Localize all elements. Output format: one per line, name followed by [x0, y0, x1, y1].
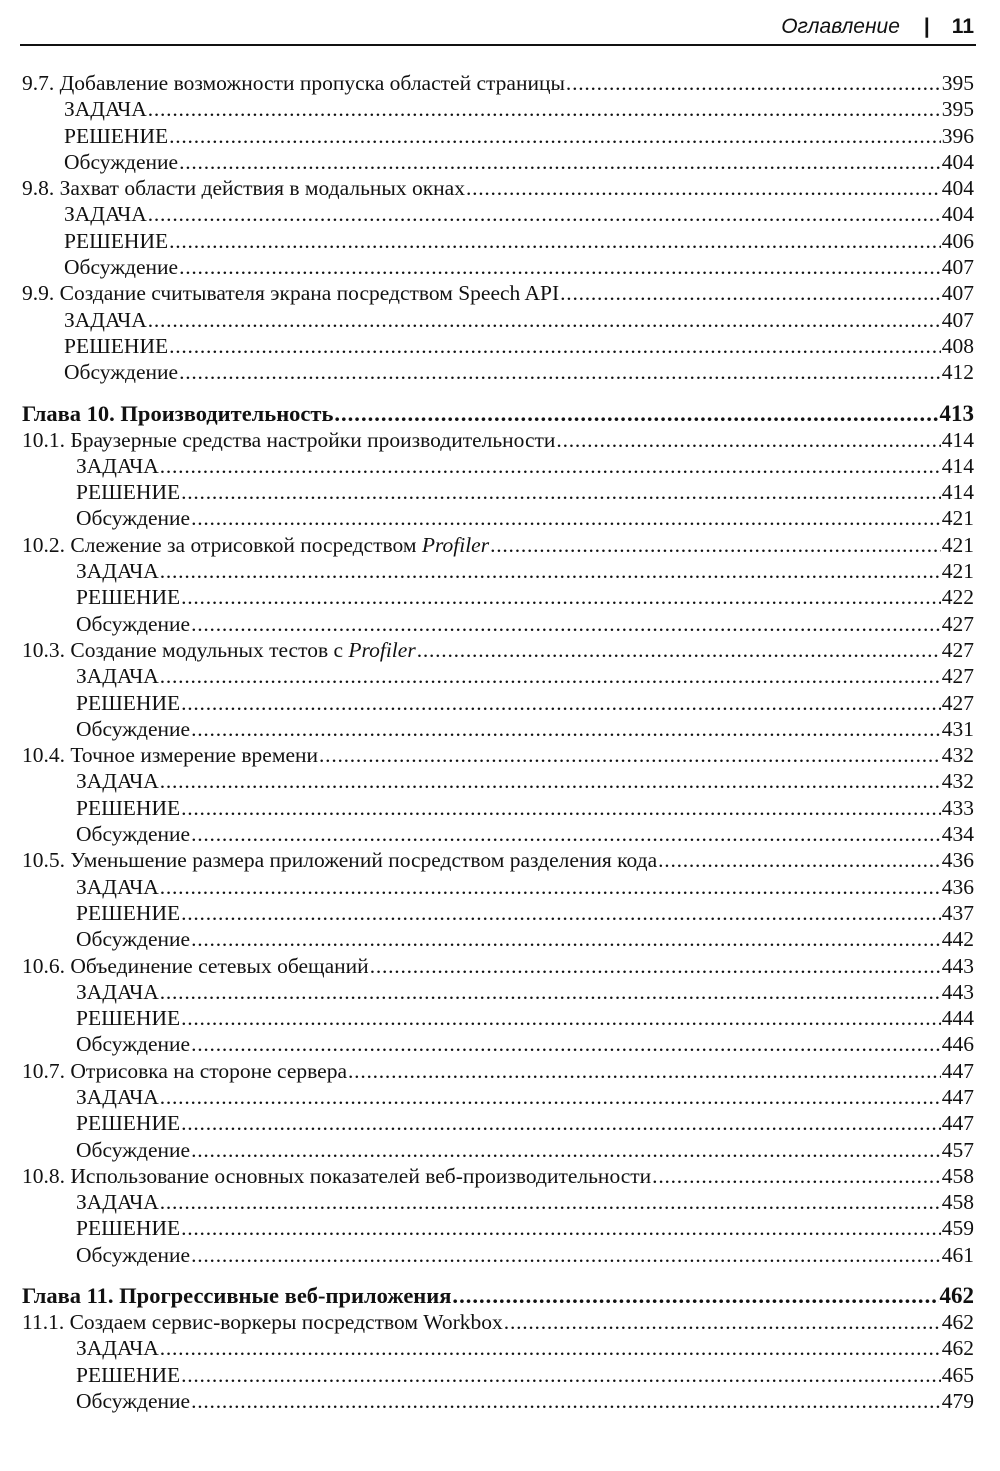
toc-subsection-entry[interactable]	[22, 359, 974, 385]
toc-subsection-entry[interactable]	[22, 900, 974, 926]
toc-entry-title-text: ЗАДАЧА	[76, 1336, 159, 1361]
toc-subsection-entry[interactable]	[22, 333, 974, 359]
toc-entry-page: 447	[941, 1058, 974, 1083]
dot-leader	[370, 953, 941, 979]
toc-entry-title-text: Обсуждение	[64, 360, 179, 385]
toc-entry-title-text: Обсуждение	[76, 716, 191, 741]
toc-entry-title-text: РЕШЕНИЕ	[76, 690, 181, 715]
toc-subsection-entry[interactable]	[22, 1362, 974, 1388]
toc-entry-title	[76, 795, 180, 821]
toc-entry-page: 437	[941, 900, 974, 925]
toc-section-entry[interactable]	[22, 1058, 974, 1084]
dot-leader	[181, 1110, 941, 1136]
dot-leader	[169, 123, 941, 149]
toc-entry-title-text: 10.3. Создание модульных тестов с	[22, 637, 349, 662]
toc-entry-title	[64, 359, 178, 385]
toc-entry-page: 404	[941, 202, 974, 227]
toc-subsection-entry[interactable]	[22, 874, 974, 900]
toc-entry-title	[22, 427, 555, 453]
dot-leader	[160, 1084, 941, 1110]
toc-entry-title-text: РЕШЕНИЕ	[76, 795, 181, 820]
toc-entry-title	[76, 874, 159, 900]
toc-entry-title-text: РЕШЕНИЕ	[76, 900, 181, 925]
toc-entry-page: 434	[941, 822, 974, 847]
toc-section-entry[interactable]	[22, 847, 974, 873]
toc-entry-page: 436	[941, 848, 974, 873]
toc-entry-page: 427	[941, 637, 974, 662]
dot-leader	[160, 1189, 941, 1215]
toc-subsection-entry[interactable]	[22, 558, 974, 584]
dot-leader	[466, 175, 941, 201]
dot-leader	[179, 254, 941, 280]
toc-entry-page: 459	[941, 1216, 974, 1241]
dot-leader	[191, 716, 941, 742]
dot-leader	[181, 584, 941, 610]
toc-entry-title-text: 10.1. Браузерные средства настройки производительности	[22, 427, 556, 452]
toc-entry-title	[22, 1058, 347, 1084]
dot-leader	[191, 1388, 941, 1414]
toc-entry-title	[76, 1137, 190, 1163]
toc-entry-title	[22, 1309, 503, 1335]
toc-entry-title-text: Обсуждение	[76, 822, 191, 847]
toc-section-entry[interactable]	[22, 1163, 974, 1189]
toc-entry-page: 433	[941, 795, 974, 820]
toc-entry-title-text: РЕШЕНИЕ	[64, 228, 169, 253]
toc-subsection-entry[interactable]	[22, 1335, 974, 1361]
toc-entry-title-text: 9.8. Захват области действия в модальных окнах	[22, 176, 465, 201]
toc-entry-page: 421	[941, 532, 974, 557]
dot-leader	[191, 926, 941, 952]
toc-entry-title-text: 11.1. Создаем сервис-воркеры посредством Workbox	[22, 1310, 503, 1335]
toc-entry-title-text: ЗАДАЧА	[76, 1084, 159, 1109]
dot-leader	[490, 532, 941, 558]
toc-entry-title-text: 10.2. Слежение за отрисовкой посредством	[22, 532, 422, 557]
toc-entry-title	[64, 149, 178, 175]
toc-entry-title-italic: Profiler	[421, 532, 490, 557]
toc-entry-title-text: Обсуждение	[76, 927, 191, 952]
dot-leader	[348, 1058, 941, 1084]
toc-section-entry[interactable]	[22, 70, 974, 96]
toc-entry-page: 427	[941, 664, 974, 689]
dot-leader	[169, 228, 941, 254]
toc-entry-page: 462	[941, 1310, 974, 1335]
toc-entry-title	[76, 926, 190, 952]
toc-entry-title-text: ЗАДАЧА	[64, 307, 147, 332]
toc-entry-title	[22, 175, 465, 201]
dot-leader	[160, 558, 941, 584]
toc-entry-title-text: РЕШЕНИЕ	[76, 1216, 181, 1241]
toc-entry-title	[22, 847, 657, 873]
toc-entry-page: 447	[941, 1084, 974, 1109]
toc-entry-page: 408	[941, 333, 974, 358]
toc-entry-title	[22, 742, 318, 768]
toc-entry-page: 431	[941, 716, 974, 741]
toc-entry-page: 436	[941, 874, 974, 899]
toc-entry-title-text: 9.7. Добавление возможности пропуска областей страницы	[22, 71, 565, 95]
toc-entry-page: 407	[941, 307, 974, 332]
dot-leader	[191, 611, 941, 637]
dot-leader	[181, 900, 941, 926]
dot-leader	[556, 427, 940, 453]
toc-entry-title-text: ЗАДАЧА	[76, 1190, 159, 1215]
toc-entry-page: 414	[941, 480, 974, 505]
toc-entry-title-text: Обсуждение	[76, 1242, 191, 1267]
toc-subsection-entry[interactable]	[22, 795, 974, 821]
toc-subsection-entry[interactable]	[22, 1242, 974, 1268]
toc-entry-title	[76, 505, 190, 531]
toc-entry-page: 414	[941, 453, 974, 478]
toc-entry-title	[64, 307, 147, 333]
toc-subsection-entry[interactable]	[22, 1215, 974, 1241]
toc-subsection-entry[interactable]	[22, 1189, 974, 1215]
toc-entry-title-text: 10.5. Уменьшение размера приложений посредством разделения кода	[22, 848, 658, 873]
toc-entry-title-text: Глава 11. Прогрессивные веб-приложения	[22, 1283, 452, 1309]
toc-entry-title-text: ЗАДАЧА	[76, 769, 159, 794]
toc-entry-page: 432	[941, 743, 974, 768]
dot-leader	[160, 979, 941, 1005]
dot-leader	[652, 1163, 941, 1189]
dot-leader	[169, 333, 941, 359]
toc-entry-page: 443	[941, 979, 974, 1004]
toc-entry-title	[76, 1005, 180, 1031]
toc-subsection-entry[interactable]	[22, 201, 974, 227]
toc-entry-title-text: ЗАДАЧА	[76, 559, 159, 584]
toc-entry-title-text: РЕШЕНИЕ	[64, 333, 169, 358]
toc-entry-title	[22, 1282, 451, 1309]
toc-entry-title-text: 10.7. Отрисовка на стороне сервера	[22, 1058, 348, 1083]
toc-subsection-entry[interactable]	[22, 1005, 974, 1031]
toc-entry-title-text: 10.6. Объединение сетевых обещаний	[22, 953, 369, 978]
toc-entry-title-text: Обсуждение	[64, 255, 179, 280]
toc-entry-page: 427	[941, 611, 974, 636]
toc-entry-page: 407	[941, 281, 974, 306]
toc-entry-title-text: РЕШЕНИЕ	[76, 480, 181, 505]
dot-leader	[160, 453, 941, 479]
toc-subsection-entry[interactable]	[22, 1388, 974, 1414]
toc-entry-title	[76, 453, 159, 479]
toc-entry-page: 421	[941, 506, 974, 531]
dot-leader	[160, 874, 941, 900]
toc-entry-title-text: Обсуждение	[76, 506, 191, 531]
toc-entry-page: 414	[941, 427, 974, 452]
toc-entry-page: 446	[941, 1032, 974, 1057]
toc-entry-title	[76, 1388, 190, 1414]
dot-leader	[181, 795, 941, 821]
toc-entry-page: 465	[941, 1362, 974, 1387]
toc-entry-page: 427	[941, 690, 974, 715]
toc-entry-page: 461	[941, 1242, 974, 1267]
toc-entry-title	[76, 663, 159, 689]
toc-section-entry[interactable]	[22, 953, 974, 979]
toc-chapter-entry[interactable]	[22, 1282, 974, 1309]
toc-entry-page: 395	[941, 97, 974, 122]
toc-section-entry[interactable]	[22, 742, 974, 768]
toc-subsection-entry[interactable]	[22, 768, 974, 794]
dot-leader	[181, 1362, 941, 1388]
toc-entry-title	[76, 1189, 159, 1215]
toc-section-entry[interactable]	[22, 175, 974, 201]
toc-entry-title-text: РЕШЕНИЕ	[76, 1111, 181, 1136]
dot-leader	[160, 768, 941, 794]
toc-subsection-entry[interactable]	[22, 1110, 974, 1136]
toc-entry-page: 404	[941, 149, 974, 174]
toc-entry-title	[22, 953, 369, 979]
header-separator: |	[923, 15, 930, 38]
toc-subsection-entry[interactable]	[22, 254, 974, 280]
toc-subsection-entry[interactable]	[22, 479, 974, 505]
toc-entry-page: 422	[941, 585, 974, 610]
toc-entry-page: 444	[941, 1006, 974, 1031]
dot-leader	[160, 1335, 941, 1361]
dot-leader	[148, 307, 941, 333]
dot-leader	[452, 1282, 938, 1309]
toc-entry-title	[76, 979, 159, 1005]
toc-entry-title-text: 10.8. Использование основных показателей веб-производительности	[22, 1163, 652, 1188]
toc-entry-title	[22, 280, 559, 306]
toc-entry-title-text: РЕШЕНИЕ	[64, 123, 169, 148]
header-page-number: 11	[951, 15, 974, 38]
toc-entry-title	[76, 1335, 159, 1361]
toc-entry-title-text: ЗАДАЧА	[76, 664, 159, 689]
header-title: Оглавление	[781, 15, 900, 38]
toc-entry-page: 421	[941, 559, 974, 584]
toc-entry-title	[76, 1362, 180, 1388]
toc-subsection-entry[interactable]	[22, 307, 974, 333]
toc-section-entry[interactable]	[22, 637, 974, 663]
toc-entry-page: 458	[941, 1190, 974, 1215]
toc-entry-title-text: ЗАДАЧА	[76, 453, 159, 478]
toc-entry-title-text: ЗАДАЧА	[64, 97, 147, 122]
toc-entry-title	[76, 900, 180, 926]
toc-entry-page: 462	[939, 1283, 974, 1309]
running-header	[20, 10, 976, 46]
toc-subsection-entry[interactable]	[22, 1137, 974, 1163]
toc-entry-title-text: РЕШЕНИЕ	[76, 585, 181, 610]
toc-subsection-entry[interactable]	[22, 453, 974, 479]
dot-leader	[191, 1137, 941, 1163]
toc-entry-title	[76, 716, 190, 742]
toc-entry-page: 443	[941, 953, 974, 978]
toc-entry-page: 396	[941, 123, 974, 148]
toc-subsection-entry[interactable]	[22, 1084, 974, 1110]
toc-entry-title	[64, 228, 168, 254]
toc-entry-title	[76, 611, 190, 637]
toc-entry-title	[64, 123, 168, 149]
toc-entry-title-italic: Profiler	[348, 637, 416, 662]
dot-leader	[181, 1005, 941, 1031]
dot-leader	[148, 96, 941, 122]
toc-entry-title-text: ЗАДАЧА	[76, 979, 159, 1004]
toc-entry-page: 432	[941, 769, 974, 794]
toc-entry-title	[76, 584, 180, 610]
dot-leader	[179, 359, 941, 385]
toc-entry-title	[22, 1163, 651, 1189]
toc-subsection-entry[interactable]	[22, 505, 974, 531]
toc-subsection-entry[interactable]	[22, 228, 974, 254]
toc-subsection-entry[interactable]	[22, 926, 974, 952]
toc-subsection-entry[interactable]	[22, 123, 974, 149]
toc-section-entry[interactable]	[22, 1309, 974, 1335]
toc-entry-title-text: Обсуждение	[76, 1137, 191, 1162]
toc-subsection-entry[interactable]	[22, 584, 974, 610]
toc-subsection-entry[interactable]	[22, 663, 974, 689]
toc-entry-title	[76, 821, 190, 847]
dot-leader	[191, 505, 941, 531]
toc-subsection-entry[interactable]	[22, 149, 974, 175]
toc-entry-title	[22, 70, 565, 96]
toc-entry-title	[22, 532, 489, 558]
toc-entry-title	[64, 254, 178, 280]
dot-leader	[319, 742, 941, 768]
toc-entry-title	[76, 1031, 190, 1057]
toc-entry-title-text: 9.9. Создание считывателя экрана посредством Speech API	[22, 281, 560, 306]
toc-entry-page: 413	[939, 400, 974, 426]
dot-leader	[191, 1031, 941, 1057]
toc-entry-page: 457	[941, 1137, 974, 1162]
toc-section-entry[interactable]	[22, 532, 974, 558]
toc-subsection-entry[interactable]	[22, 821, 974, 847]
toc-entry-page: 407	[941, 255, 974, 280]
dot-leader	[334, 400, 938, 427]
toc-entry-page: 458	[941, 1163, 974, 1188]
toc-entry-page: 395	[941, 71, 974, 95]
toc-subsection-entry[interactable]	[22, 96, 974, 122]
toc-entry-title-text: Обсуждение	[64, 149, 179, 174]
toc-entry-title	[76, 479, 180, 505]
dot-leader	[560, 280, 941, 306]
toc-entry-title	[22, 400, 333, 427]
dot-leader	[191, 1242, 941, 1268]
toc-entry-title	[76, 768, 159, 794]
dot-leader	[179, 149, 941, 175]
dot-leader	[417, 637, 941, 663]
toc-entry-page: 406	[941, 228, 974, 253]
dot-leader	[160, 663, 941, 689]
toc-entry-title	[64, 333, 168, 359]
toc-entry-title-text: Глава 10. Производительность	[22, 400, 334, 426]
toc-subsection-entry[interactable]	[22, 690, 974, 716]
toc-entry-title-text: Обсуждение	[76, 611, 191, 636]
toc-chapter-entry[interactable]	[22, 400, 974, 427]
toc-entry-title	[76, 1242, 190, 1268]
toc-entry-page: 462	[941, 1336, 974, 1361]
toc-entry-title	[76, 690, 180, 716]
toc-entry-page: 479	[941, 1388, 974, 1413]
toc-subsection-entry[interactable]	[22, 611, 974, 637]
toc-entry-title-text: ЗАДАЧА	[64, 202, 147, 227]
toc-entry-title-text: РЕШЕНИЕ	[76, 1362, 181, 1387]
toc-subsection-entry[interactable]	[22, 979, 974, 1005]
toc-section-entry[interactable]	[22, 280, 974, 306]
table-of-contents	[22, 70, 974, 1414]
toc-subsection-entry[interactable]	[22, 1031, 974, 1057]
dot-leader	[191, 821, 941, 847]
toc-entry-page: 404	[941, 176, 974, 201]
dot-leader	[181, 479, 941, 505]
toc-entry-title-text: Обсуждение	[76, 1032, 191, 1057]
dot-leader	[566, 70, 941, 96]
toc-entry-title-text: 10.4. Точное измерение времени	[22, 743, 319, 768]
toc-entry-page: 447	[941, 1111, 974, 1136]
dot-leader	[148, 201, 941, 227]
toc-entry-title	[76, 558, 159, 584]
toc-entry-title-text: Обсуждение	[76, 1388, 191, 1413]
toc-entry-title	[76, 1215, 180, 1241]
dot-leader	[504, 1309, 941, 1335]
toc-entry-title	[64, 96, 147, 122]
toc-entry-page: 412	[941, 360, 974, 385]
toc-section-entry[interactable]	[22, 427, 974, 453]
dot-leader	[658, 847, 941, 873]
dot-leader	[181, 690, 941, 716]
toc-entry-title	[76, 1110, 180, 1136]
toc-entry-title-text: РЕШЕНИЕ	[76, 1006, 181, 1031]
dot-leader	[181, 1215, 941, 1241]
toc-entry-title	[76, 1084, 159, 1110]
toc-entry-page: 442	[941, 927, 974, 952]
toc-entry-title-text: ЗАДАЧА	[76, 874, 159, 899]
toc-entry-title	[64, 201, 147, 227]
toc-entry-title	[22, 637, 416, 663]
toc-subsection-entry[interactable]	[22, 716, 974, 742]
